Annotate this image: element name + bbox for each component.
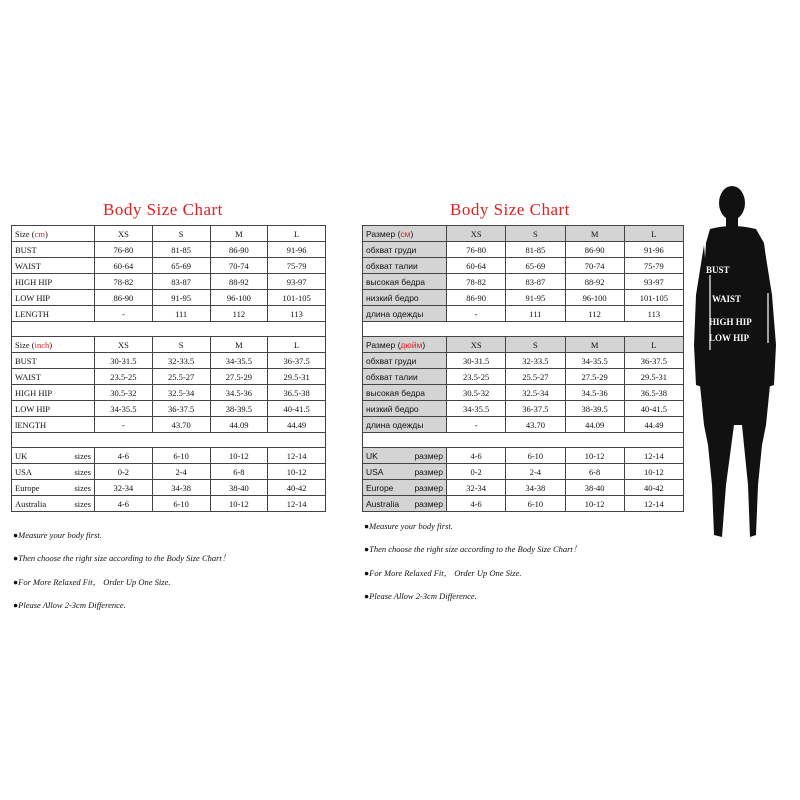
measure-value: 83-87 xyxy=(152,274,210,290)
note-line: ●Measure your body first. xyxy=(13,530,102,540)
right-size-table xyxy=(362,225,684,512)
conversion-value: 10-12 xyxy=(210,496,268,512)
country-name: UK xyxy=(366,450,378,461)
measure-value: - xyxy=(95,306,153,322)
conversion-value: 6-8 xyxy=(565,464,624,480)
conversion-value: 38-40 xyxy=(210,480,268,496)
conversion-row xyxy=(12,464,326,480)
measure-value: 30-31.5 xyxy=(95,353,153,369)
measure-value: 34.5-36 xyxy=(565,385,624,401)
note-line: ●For More Relaxed Fit， Order Up One Size. xyxy=(364,568,522,578)
conversion-value: 40-42 xyxy=(268,480,326,496)
measure-value: 91-96 xyxy=(268,242,326,258)
measure-value: 34.5-36 xyxy=(210,385,268,401)
country-name: Australia xyxy=(15,498,47,509)
note-line: ●Then choose the right size according to the Body Size Chart！ xyxy=(364,544,582,554)
conversion-label-wrap xyxy=(366,465,443,479)
measure-value: 30.5-32 xyxy=(447,385,506,401)
note-line: ●Measure your body first. xyxy=(364,521,453,531)
size-column-header: M xyxy=(210,226,268,242)
measure-value: 36-37.5 xyxy=(152,401,210,417)
size-column-header: XS xyxy=(447,337,506,353)
size-header-close: ) xyxy=(44,228,48,239)
measure-value: 75-79 xyxy=(624,258,683,274)
measure-value: 60-64 xyxy=(447,258,506,274)
size-header-unit: дюйм xyxy=(400,339,423,350)
measure-label: обхват талии xyxy=(363,258,447,274)
measure-value: 91-96 xyxy=(624,242,683,258)
table-header-row-inch xyxy=(12,337,326,353)
size-header-close: ) xyxy=(49,339,53,350)
conversion-value: 32-34 xyxy=(95,480,153,496)
measure-value: 36-37.5 xyxy=(268,353,326,369)
conversion-value: 6-8 xyxy=(210,464,268,480)
size-header-unit: см xyxy=(400,228,411,239)
measure-value: 27.5-29 xyxy=(210,369,268,385)
measure-label: BUST xyxy=(12,353,95,369)
conversion-label xyxy=(12,480,95,496)
size-column-header: S xyxy=(152,337,210,353)
measure-label: длина одежды xyxy=(363,306,447,322)
note-line: ●Please Allow 2-3cm Difference. xyxy=(13,600,126,610)
figure-label-high-hip: HIGH HIP xyxy=(709,317,752,327)
conversion-label xyxy=(363,448,447,464)
measure-value: 60-64 xyxy=(95,258,153,274)
table-row xyxy=(12,401,326,417)
conversion-label xyxy=(363,464,447,480)
note-line: ●For More Relaxed Fit， Order Up One Size. xyxy=(13,577,171,587)
measure-value: 75-79 xyxy=(268,258,326,274)
measure-value: 91-95 xyxy=(152,290,210,306)
country-name: Europe xyxy=(366,482,394,493)
measure-value: 91-95 xyxy=(506,290,565,306)
conversion-label-wrap xyxy=(15,449,91,463)
measure-label: WAIST xyxy=(12,369,95,385)
gap-cell xyxy=(363,433,684,448)
conversion-row xyxy=(363,496,684,512)
measure-value: 113 xyxy=(268,306,326,322)
conversion-label-wrap xyxy=(366,497,443,511)
conversion-row xyxy=(12,480,326,496)
conversion-value: 0-2 xyxy=(95,464,153,480)
measure-value: 81-85 xyxy=(152,242,210,258)
measure-label: низкий бедро xyxy=(363,290,447,306)
measure-label: LENGTH xyxy=(12,306,95,322)
measure-value: 25.5-27 xyxy=(506,369,565,385)
country-name: Australia xyxy=(366,498,400,509)
measure-value: 43.70 xyxy=(506,417,565,433)
table-row xyxy=(12,385,326,401)
conversion-value: 2-4 xyxy=(152,464,210,480)
measure-value: 111 xyxy=(506,306,565,322)
measure-value: 34-35.5 xyxy=(95,401,153,417)
gap-cell xyxy=(12,322,326,337)
measure-value: 44.09 xyxy=(210,417,268,433)
size-header-close: ) xyxy=(422,339,426,350)
table-gap-row xyxy=(12,322,326,337)
measure-label: длина одежды xyxy=(363,417,447,433)
conversion-value: 4-6 xyxy=(447,448,506,464)
conversion-row xyxy=(12,448,326,464)
measure-value: 112 xyxy=(565,306,624,322)
measure-value: 32-33.5 xyxy=(506,353,565,369)
table-row xyxy=(363,353,684,369)
conversion-row xyxy=(363,448,684,464)
measure-label: обхват груди xyxy=(363,242,447,258)
conversion-label-wrap xyxy=(366,481,443,495)
measure-label: HIGH HIP xyxy=(12,385,95,401)
country-name: USA xyxy=(15,466,33,477)
body-silhouette xyxy=(690,185,800,550)
conversion-value: 6-10 xyxy=(152,496,210,512)
measure-value: 32.5-34 xyxy=(506,385,565,401)
measure-value: 96-100 xyxy=(565,290,624,306)
size-word: sizes xyxy=(74,498,91,509)
size-header-cell xyxy=(363,337,447,353)
conversion-value: 6-10 xyxy=(152,448,210,464)
measure-value: 36-37.5 xyxy=(624,353,683,369)
size-header-unit: inch xyxy=(34,339,50,350)
conversion-value: 12-14 xyxy=(624,448,683,464)
size-column-header: M xyxy=(565,337,624,353)
table-row xyxy=(363,306,684,322)
size-header-cell xyxy=(12,226,95,242)
measure-value: 101-105 xyxy=(268,290,326,306)
conversion-label-wrap xyxy=(15,465,91,479)
conversion-row xyxy=(363,480,684,496)
measure-value: 86-90 xyxy=(210,242,268,258)
measure-value: 44.09 xyxy=(565,417,624,433)
size-header-label: Размер ( xyxy=(366,339,401,350)
size-column-header: M xyxy=(210,337,268,353)
figure-label-bust: BUST xyxy=(706,265,730,275)
measure-value: 65-69 xyxy=(506,258,565,274)
measure-value: - xyxy=(95,417,153,433)
conversion-value: 10-12 xyxy=(624,464,683,480)
conversion-value: 4-6 xyxy=(95,448,153,464)
table-row xyxy=(363,401,684,417)
size-header-unit: cm xyxy=(34,228,45,239)
note-line: ●Then choose the right size according to the Body Size Chart！ xyxy=(13,553,231,563)
conversion-value: 4-6 xyxy=(447,496,506,512)
measure-value: 29.5-31 xyxy=(268,369,326,385)
measure-value: - xyxy=(447,417,506,433)
conversion-value: 4-6 xyxy=(95,496,153,512)
measure-value: 70-74 xyxy=(565,258,624,274)
size-header-label: Size ( xyxy=(15,339,35,350)
measure-value: 88-92 xyxy=(210,274,268,290)
size-word: sizes xyxy=(74,450,91,461)
measure-value: 38-39.5 xyxy=(210,401,268,417)
measure-value: 43.70 xyxy=(152,417,210,433)
measure-value: 86-90 xyxy=(565,242,624,258)
table-row xyxy=(12,258,326,274)
size-header-label: Размер ( xyxy=(366,228,401,239)
conversion-row xyxy=(363,464,684,480)
size-header-label: Size ( xyxy=(15,228,35,239)
size-column-header: XS xyxy=(447,226,506,242)
measure-label: обхват талии xyxy=(363,369,447,385)
measure-value: 93-97 xyxy=(268,274,326,290)
conversion-value: 34-38 xyxy=(506,480,565,496)
table-row xyxy=(363,258,684,274)
conversion-value: 38-40 xyxy=(565,480,624,496)
table-row xyxy=(12,417,326,433)
gap-cell xyxy=(363,322,684,337)
figure-label-low-hip: LOW HIP xyxy=(709,333,750,343)
country-name: UK xyxy=(15,450,28,461)
table-gap-row xyxy=(363,433,684,448)
left-notes xyxy=(13,530,230,622)
size-word: размер xyxy=(414,450,443,461)
measure-label: низкий бедро xyxy=(363,401,447,417)
table-row xyxy=(12,290,326,306)
figure-label-waist: WAIST xyxy=(712,294,742,304)
conversion-label xyxy=(12,464,95,480)
measure-value: 34-35.5 xyxy=(565,353,624,369)
measure-label: обхват груди xyxy=(363,353,447,369)
size-column-header: L xyxy=(268,337,326,353)
table-header-row-cm xyxy=(12,226,326,242)
measure-value: 23.5-25 xyxy=(447,369,506,385)
conversion-value: 0-2 xyxy=(447,464,506,480)
measure-value: 70-74 xyxy=(210,258,268,274)
conversion-value: 10-12 xyxy=(565,448,624,464)
gap-cell xyxy=(12,433,326,448)
measure-value: 93-97 xyxy=(624,274,683,290)
table-header-row-inch xyxy=(363,337,684,353)
table-row xyxy=(363,274,684,290)
measure-value: 34-35.5 xyxy=(210,353,268,369)
measure-value: 23.5-25 xyxy=(95,369,153,385)
table-row xyxy=(363,417,684,433)
measure-value: 36-37.5 xyxy=(506,401,565,417)
table-row xyxy=(12,353,326,369)
table-row xyxy=(12,369,326,385)
table-row xyxy=(12,242,326,258)
measure-value: 40-41.5 xyxy=(268,401,326,417)
measure-value: 32-33.5 xyxy=(152,353,210,369)
measure-value: 96-100 xyxy=(210,290,268,306)
measure-value: 27.5-29 xyxy=(565,369,624,385)
size-word: размер xyxy=(414,466,443,477)
table-row xyxy=(12,274,326,290)
size-column-header: XS xyxy=(95,226,153,242)
conversion-value: 6-10 xyxy=(506,448,565,464)
measure-value: 78-82 xyxy=(95,274,153,290)
measure-value: 101-105 xyxy=(624,290,683,306)
size-header-cell xyxy=(363,226,447,242)
measure-value: 86-90 xyxy=(447,290,506,306)
measure-value: 86-90 xyxy=(95,290,153,306)
conversion-value: 12-14 xyxy=(268,448,326,464)
table-gap-row xyxy=(12,433,326,448)
size-header-close: ) xyxy=(410,228,414,239)
conversion-value: 12-14 xyxy=(268,496,326,512)
conversion-label xyxy=(363,480,447,496)
measure-value: 36.5-38 xyxy=(268,385,326,401)
table-row xyxy=(363,242,684,258)
conversion-label-wrap xyxy=(15,497,91,511)
conversion-value: 40-42 xyxy=(624,480,683,496)
conversion-value: 10-12 xyxy=(565,496,624,512)
conversion-label-wrap xyxy=(366,449,443,463)
size-header-cell xyxy=(12,337,95,353)
conversion-label xyxy=(12,448,95,464)
measure-value: 76-80 xyxy=(447,242,506,258)
measure-label: LOW HIP xyxy=(12,401,95,417)
measure-value: 38-39.5 xyxy=(565,401,624,417)
table-header-row-cm xyxy=(363,226,684,242)
conversion-value: 10-12 xyxy=(268,464,326,480)
measure-value: 40-41.5 xyxy=(624,401,683,417)
country-name: USA xyxy=(366,466,384,477)
measure-value: 83-87 xyxy=(506,274,565,290)
conversion-value: 34-38 xyxy=(152,480,210,496)
measure-value: 29.5-31 xyxy=(624,369,683,385)
measure-label: BUST xyxy=(12,242,95,258)
conversion-value: 32-34 xyxy=(447,480,506,496)
measure-value: 112 xyxy=(210,306,268,322)
measure-value: 111 xyxy=(152,306,210,322)
size-word: sizes xyxy=(74,466,91,477)
size-column-header: S xyxy=(506,226,565,242)
table-gap-row xyxy=(363,322,684,337)
table-row xyxy=(12,306,326,322)
measure-value: 44.49 xyxy=(624,417,683,433)
measure-value: 113 xyxy=(624,306,683,322)
size-word: sizes xyxy=(74,482,91,493)
table-row xyxy=(363,290,684,306)
measure-label: WAIST xyxy=(12,258,95,274)
measure-label: LOW HIP xyxy=(12,290,95,306)
conversion-label xyxy=(363,496,447,512)
size-column-header: XS xyxy=(95,337,153,353)
size-column-header: S xyxy=(152,226,210,242)
measure-value: 34-35.5 xyxy=(447,401,506,417)
right-notes xyxy=(364,521,581,613)
conversion-value: 10-12 xyxy=(210,448,268,464)
measure-label: высокая бедра xyxy=(363,385,447,401)
measure-value: 30.5-32 xyxy=(95,385,153,401)
conversion-label xyxy=(12,496,95,512)
measure-value: 65-69 xyxy=(152,258,210,274)
table-row xyxy=(363,369,684,385)
size-column-header: L xyxy=(624,226,683,242)
conversion-row xyxy=(12,496,326,512)
left-size-table xyxy=(11,225,326,512)
measure-value: 32.5-34 xyxy=(152,385,210,401)
measure-value: 88-92 xyxy=(565,274,624,290)
measure-value: 76-80 xyxy=(95,242,153,258)
conversion-value: 6-10 xyxy=(506,496,565,512)
conversion-value: 2-4 xyxy=(506,464,565,480)
measure-value: 44.49 xyxy=(268,417,326,433)
conversion-value: 12-14 xyxy=(624,496,683,512)
measure-value: 81-85 xyxy=(506,242,565,258)
measure-value: 25.5-27 xyxy=(152,369,210,385)
measure-label: HIGH HIP xyxy=(12,274,95,290)
measure-value: - xyxy=(447,306,506,322)
silhouette-svg xyxy=(690,185,800,550)
size-column-header: S xyxy=(506,337,565,353)
note-line: ●Please Allow 2-3cm Difference. xyxy=(364,591,477,601)
country-name: Europe xyxy=(15,482,40,493)
measure-value: 30-31.5 xyxy=(447,353,506,369)
table-row xyxy=(363,385,684,401)
measure-value: 36.5-38 xyxy=(624,385,683,401)
size-column-header: L xyxy=(624,337,683,353)
left-chart-title: Body Size Chart xyxy=(103,200,223,219)
right-chart-title: Body Size Chart xyxy=(450,200,570,219)
size-word: размер xyxy=(414,498,443,509)
size-word: размер xyxy=(414,482,443,493)
measure-label: высокая бедра xyxy=(363,274,447,290)
size-column-header: M xyxy=(565,226,624,242)
size-column-header: L xyxy=(268,226,326,242)
conversion-label-wrap xyxy=(15,481,91,495)
measure-value: 78-82 xyxy=(447,274,506,290)
measure-label: lENGTH xyxy=(12,417,95,433)
